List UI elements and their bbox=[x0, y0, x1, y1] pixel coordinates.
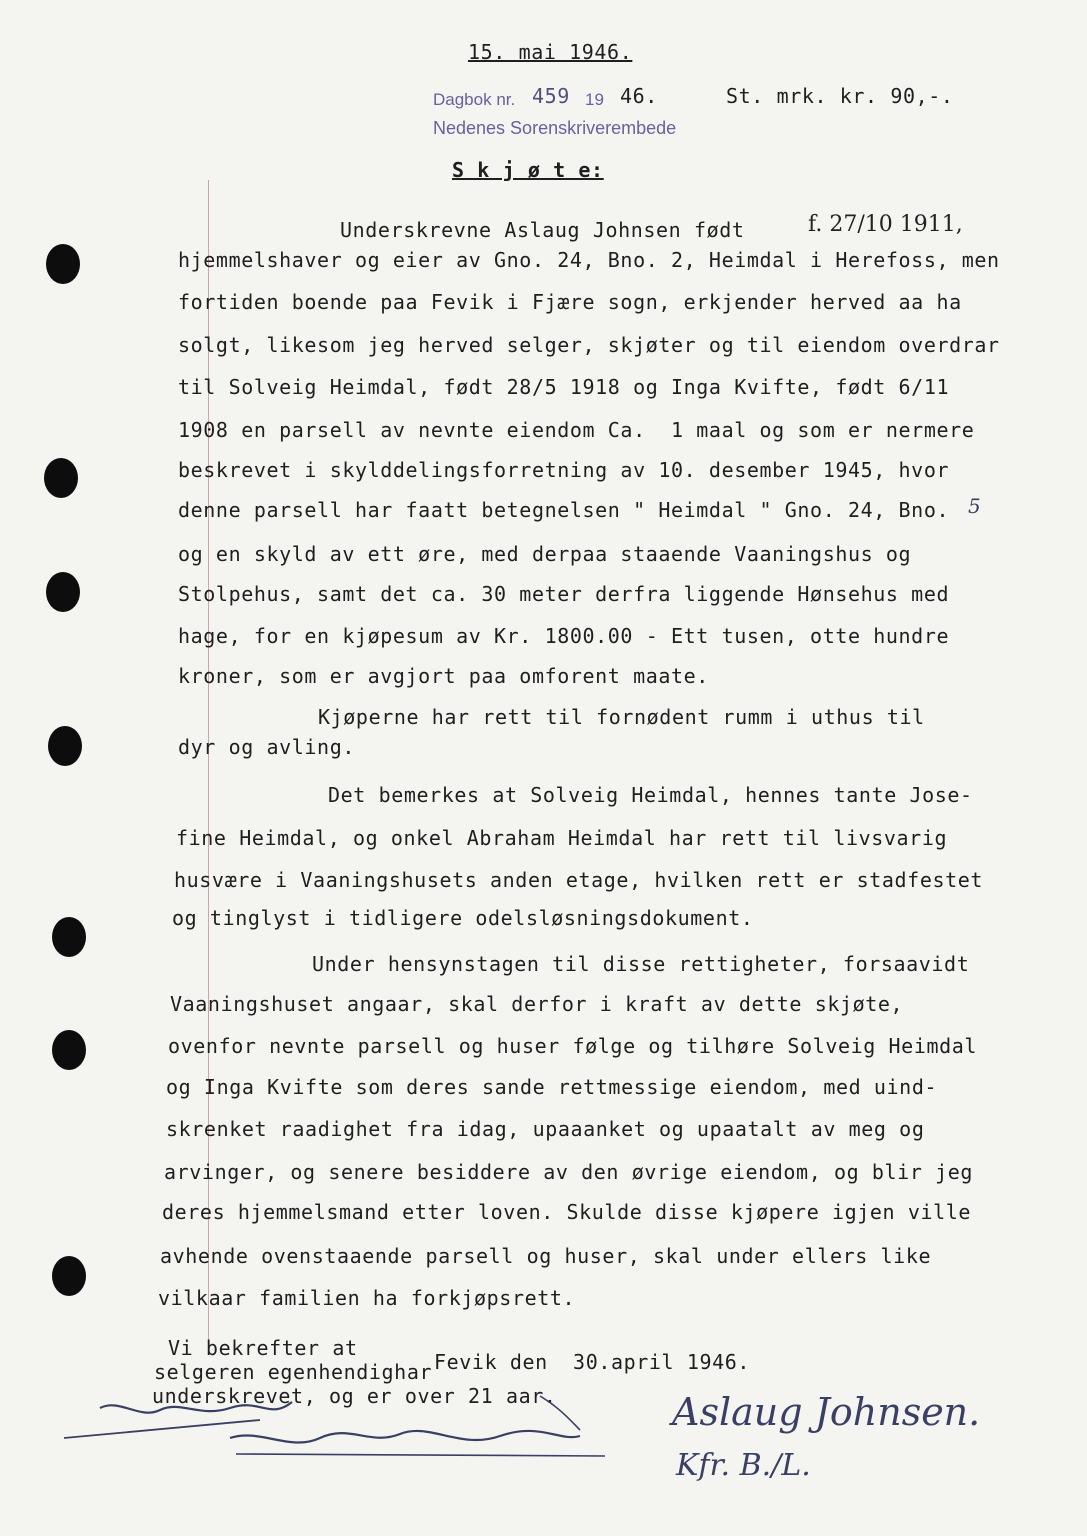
body-line: ovenfor nevnte parsell og huser følge og tilhøre Solveig Heimdal bbox=[168, 1034, 978, 1058]
body-line: hjemmelshaver og eier av Gno. 24, Bno. 2, Heimdal i Herefoss, men bbox=[178, 248, 1000, 272]
body-line: deres hjemmelsmand etter loven. Skulde disse kjøpere igjen ville bbox=[162, 1200, 972, 1224]
body-line: Vaaningshuset angaar, skal derfor i kraft av dette skjøte, bbox=[170, 992, 904, 1016]
body-line: vilkaar familien ha forkjøpsrett. bbox=[158, 1286, 576, 1310]
punch-hole-3 bbox=[46, 572, 80, 612]
birth-date-insert: f. 27/10 1911, bbox=[808, 212, 963, 237]
punch-hole-7 bbox=[52, 1256, 86, 1296]
body-line: beskrevet i skylddelingsforretning av 10. desember 1945, hvor bbox=[178, 458, 950, 482]
body-line: kroner, som er avgjort paa omforent maate. bbox=[178, 664, 709, 688]
dagbok-label: Dagbok nr. bbox=[433, 90, 516, 109]
witness-line-1: Vi bekrefter at bbox=[168, 1336, 358, 1360]
seller-signature: Aslaug Johnsen. bbox=[672, 1390, 981, 1434]
body-line: fine Heimdal, og onkel Abraham Heimdal har rett til livsvarig bbox=[176, 826, 948, 850]
punch-hole-2 bbox=[44, 458, 78, 498]
body-line: Underskrevne Aslaug Johnsen født bbox=[340, 218, 745, 242]
body-line: hage, for en kjøpesum av Kr. 1800.00 - Ett tusen, otte hundre bbox=[178, 624, 950, 648]
body-line: 1908 en parsell av nevnte eiendom Ca. 1 maal og som er nermere bbox=[178, 418, 975, 442]
place-and-date: Fevik den 30.april 1946. bbox=[434, 1350, 751, 1374]
document-date: 15. mai 1946. bbox=[468, 40, 633, 64]
office-stamp: Nedenes Sorenskriverembede bbox=[433, 118, 677, 138]
witness-line-2: selgeren egenhendighar bbox=[154, 1360, 433, 1384]
witness-signatures bbox=[60, 1390, 620, 1500]
dagbok-number: 459 bbox=[532, 84, 570, 108]
body-line: dyr og avling. bbox=[178, 735, 355, 759]
punch-hole-1 bbox=[46, 244, 80, 284]
bno-insert: 5 bbox=[968, 494, 981, 518]
stamp-duty: St. mrk. kr. 90,-. bbox=[726, 84, 954, 108]
reference-note: Kfr. B./L. bbox=[676, 1448, 811, 1483]
document-title: S k j ø t e: bbox=[452, 158, 604, 182]
body-line: arvinger, og senere besiddere av den øvrige eiendom, og blir jeg bbox=[164, 1160, 974, 1184]
body-line: Kjøperne har rett til fornødent rumm i uthus til bbox=[318, 705, 925, 729]
witness-line-3: underskrevet, og er over 21 aar. bbox=[152, 1384, 557, 1408]
body-line: til Solveig Heimdal, født 28/5 1918 og Inga Kvifte, født 6/11 bbox=[178, 375, 950, 399]
body-line: Det bemerkes at Solveig Heimdal, hennes tante Jose- bbox=[328, 783, 973, 807]
body-line: denne parsell har faatt betegnelsen " Heimdal " Gno. 24, Bno. bbox=[178, 498, 950, 522]
body-line: husvære i Vaaningshusets anden etage, hvilken rett er stadfestet bbox=[174, 868, 984, 892]
punch-hole-6 bbox=[52, 1030, 86, 1070]
punch-hole-4 bbox=[48, 726, 82, 766]
body-line: avhende ovenstaaende parsell og huser, skal under ellers like bbox=[160, 1244, 932, 1268]
body-line: Stolpehus, samt det ca. 30 meter derfra liggende Hønsehus med bbox=[178, 582, 950, 606]
body-line: og en skyld av ett øre, med derpaa staaende Vaaningshus og bbox=[178, 542, 912, 566]
dagbok-year-suffix: 46. bbox=[620, 84, 658, 108]
body-line: og tinglyst i tidligere odelsløsningsdokument. bbox=[172, 906, 754, 930]
body-line: og Inga Kvifte som deres sande rettmessige eiendom, med uind- bbox=[166, 1075, 938, 1099]
body-line: solgt, likesom jeg herved selger, skjøter og til eiendom overdrar bbox=[178, 333, 1000, 357]
body-line: skrenket raadighet fra idag, upaaanket og upaatalt av meg og bbox=[166, 1117, 925, 1141]
body-line: Under hensynstagen til disse rettigheter, forsaavidt bbox=[312, 952, 970, 976]
dagbok-year-prefix: 19 bbox=[585, 90, 604, 109]
body-line: fortiden boende paa Fevik i Fjære sogn, erkjender herved aa ha bbox=[178, 290, 962, 314]
punch-hole-5 bbox=[52, 917, 86, 957]
